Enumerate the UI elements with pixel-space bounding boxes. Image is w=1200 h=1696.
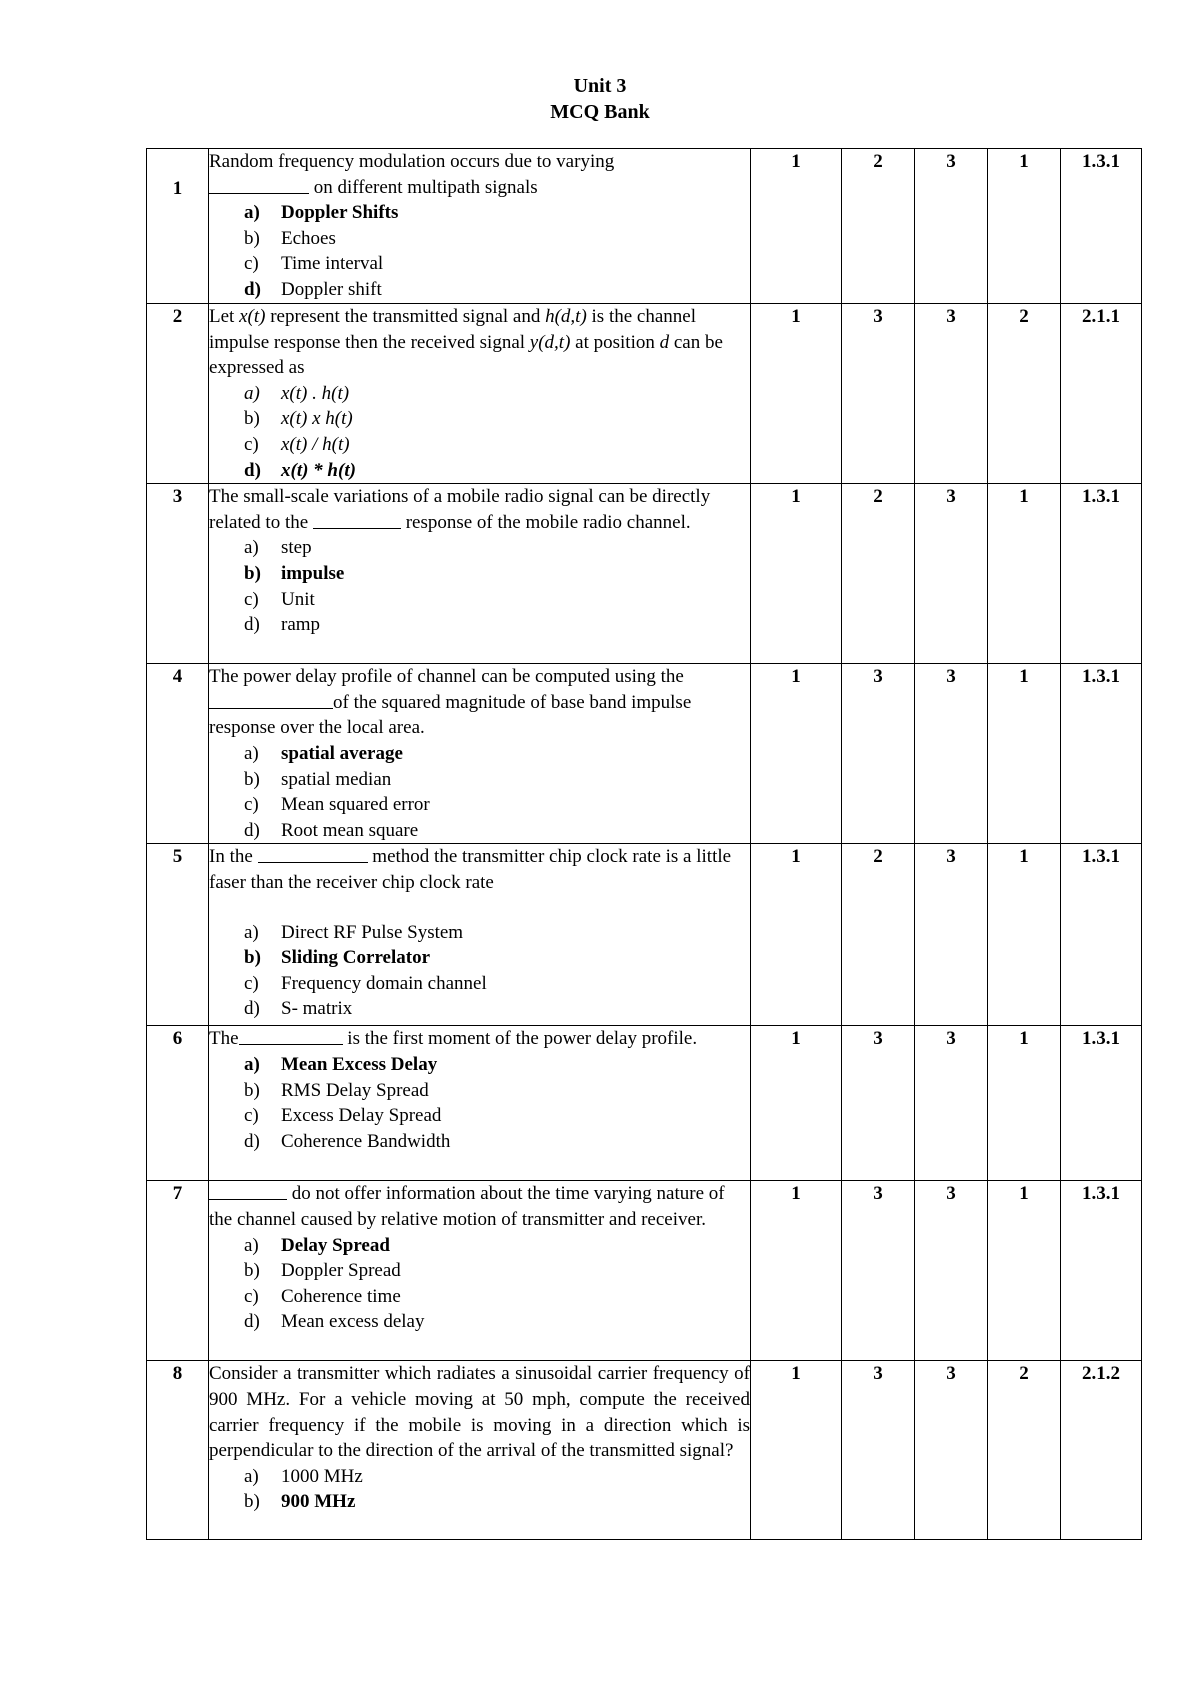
mark-cell: 1 xyxy=(988,149,1061,304)
option-text: x(t) * h(t) xyxy=(281,459,356,481)
stem-text: is the first moment of the power delay profile. xyxy=(342,1028,698,1050)
option-item xyxy=(209,1103,750,1129)
mark-cell: 1 xyxy=(751,664,842,844)
option-label: c) xyxy=(244,972,259,994)
stem-text: can be expressed as xyxy=(209,331,723,379)
option-text: spatial average xyxy=(281,742,403,764)
question-stem xyxy=(209,1026,750,1052)
option-label: d) xyxy=(244,1311,260,1333)
option-text: Mean squared error xyxy=(281,794,430,816)
mark-cell: 1 xyxy=(988,664,1061,844)
question-stem xyxy=(209,1181,750,1232)
stem-text: Let xyxy=(209,306,240,327)
mark-cell: 1 xyxy=(988,1026,1061,1181)
option-label: a) xyxy=(244,742,259,764)
option-text: 1000 MHz xyxy=(281,1465,363,1487)
option-text: step xyxy=(281,537,312,559)
outcome-cell: 1.3.1 xyxy=(1061,1181,1142,1361)
mark-cell: 2 xyxy=(842,149,915,304)
option-item xyxy=(209,535,750,561)
option-item xyxy=(209,458,750,484)
mark-cell: 1 xyxy=(751,149,842,304)
question-number-text: 4 xyxy=(172,666,183,688)
outcome-cell: 1.3.1 xyxy=(1061,664,1142,844)
page-title: Unit 3 xyxy=(573,75,627,97)
question-number xyxy=(147,1026,209,1181)
stem-variable: x(t) xyxy=(239,306,266,327)
option-text: Unit xyxy=(281,588,315,610)
question-stem xyxy=(209,844,750,895)
option-text: x(t) . h(t) xyxy=(281,382,350,404)
question-stem xyxy=(209,664,750,741)
stem-text: at position xyxy=(570,331,660,353)
option-item xyxy=(209,1464,750,1490)
option-item xyxy=(209,406,750,432)
option-item xyxy=(209,1284,750,1310)
stem-text: The xyxy=(209,1028,239,1050)
outcome-cell: 2.1.2 xyxy=(1061,1361,1142,1540)
question-cell xyxy=(209,664,751,844)
option-text: 900 MHz xyxy=(281,1491,356,1513)
option-label: a) xyxy=(244,202,260,224)
option-label: c) xyxy=(244,1285,259,1307)
option-text: x(t) / h(t) xyxy=(281,433,350,455)
option-item xyxy=(209,818,750,844)
option-text: Frequency domain channel xyxy=(281,972,487,994)
option-text: Coherence time xyxy=(281,1285,401,1307)
question-number xyxy=(147,149,209,304)
fill-blank xyxy=(209,690,333,709)
question-cell xyxy=(209,304,751,484)
option-label: d) xyxy=(244,819,260,841)
option-label: b) xyxy=(244,768,260,790)
option-label: a) xyxy=(244,1234,259,1256)
option-text: Mean Excess Delay xyxy=(281,1053,438,1075)
option-item xyxy=(209,920,750,946)
option-text: Doppler Shifts xyxy=(281,202,399,224)
question-cell xyxy=(209,1361,751,1540)
option-item xyxy=(209,251,750,277)
option-label: b) xyxy=(244,1079,260,1101)
option-item xyxy=(209,1052,750,1078)
mark-cell: 1 xyxy=(751,1361,842,1540)
mark-cell: 1 xyxy=(988,484,1061,664)
question-number xyxy=(147,304,209,484)
outcome-cell: 1.3.1 xyxy=(1061,1026,1142,1181)
stem-variable: h(d,t) xyxy=(545,306,587,327)
question-row xyxy=(147,844,1142,1026)
option-item xyxy=(209,945,750,971)
option-label: d) xyxy=(244,278,261,300)
option-item xyxy=(209,1129,750,1155)
mark-cell: 1 xyxy=(988,1181,1061,1361)
question-number-text: 1 xyxy=(172,178,183,199)
option-item xyxy=(209,381,750,407)
option-item xyxy=(209,226,750,252)
mark-cell: 3 xyxy=(915,1181,988,1361)
stem-text: In the xyxy=(209,846,253,868)
option-item xyxy=(209,996,750,1022)
option-item xyxy=(209,767,750,793)
option-text: Delay Spread xyxy=(281,1234,390,1256)
stem-text: of the squared magnitude of base band impulse response over the local area. xyxy=(209,691,692,739)
question-stem xyxy=(209,484,750,535)
option-text: Echoes xyxy=(281,227,336,249)
option-item xyxy=(209,277,750,303)
option-text: Mean excess delay xyxy=(281,1311,425,1333)
option-item xyxy=(209,1489,750,1515)
question-number xyxy=(147,1181,209,1361)
stem-text: is the channel impulse response then the received signal xyxy=(209,306,696,353)
question-row xyxy=(147,1361,1142,1540)
option-item xyxy=(209,1309,750,1335)
question-stem xyxy=(209,304,750,381)
option-text: Doppler Spread xyxy=(281,1260,401,1282)
question-row xyxy=(147,1026,1142,1181)
option-text: Excess Delay Spread xyxy=(281,1105,442,1127)
outcome-cell: 1.3.1 xyxy=(1061,149,1142,304)
option-label: a) xyxy=(244,921,259,943)
option-item xyxy=(209,561,750,587)
option-label: b) xyxy=(244,947,261,969)
mark-cell: 1 xyxy=(751,844,842,1026)
option-item xyxy=(209,612,750,638)
option-item xyxy=(209,200,750,226)
fill-blank xyxy=(258,844,368,863)
option-label: c) xyxy=(244,588,259,610)
question-number-text: 6 xyxy=(172,1028,183,1050)
mark-cell: 1 xyxy=(751,1181,842,1361)
option-label: b) xyxy=(244,1260,260,1282)
option-label: a) xyxy=(244,1465,259,1487)
stem-variable: y(d,t) xyxy=(529,331,571,353)
option-label: a) xyxy=(244,537,259,559)
option-label: a) xyxy=(244,382,260,404)
mark-cell: 3 xyxy=(842,664,915,844)
outcome-cell: 1.3.1 xyxy=(1061,484,1142,664)
mark-cell: 3 xyxy=(915,1361,988,1540)
fill-blank xyxy=(239,1026,343,1045)
option-text: Direct RF Pulse System xyxy=(281,921,464,943)
fill-blank xyxy=(209,1181,287,1200)
option-label: b) xyxy=(244,562,261,584)
question-cell xyxy=(209,484,751,664)
option-text: Root mean square xyxy=(281,819,419,841)
stem-text: response of the mobile radio channel. xyxy=(400,511,691,533)
question-row xyxy=(147,484,1142,664)
option-label: b) xyxy=(244,408,260,430)
mark-cell: 2 xyxy=(842,484,915,664)
mark-cell: 1 xyxy=(751,484,842,664)
question-row xyxy=(147,1181,1142,1361)
question-number-text: 7 xyxy=(172,1183,183,1205)
option-item xyxy=(209,741,750,767)
question-cell xyxy=(209,149,751,304)
option-item xyxy=(209,1078,750,1104)
mark-cell: 3 xyxy=(842,1361,915,1540)
mark-cell: 1 xyxy=(751,304,842,484)
stem-text: The small-scale variations of a mobile radio signal can be directly related to the xyxy=(209,486,711,533)
option-label: c) xyxy=(244,1105,259,1127)
option-label: c) xyxy=(244,253,259,275)
stem-variable: d xyxy=(659,331,670,353)
option-label: d) xyxy=(244,459,261,481)
option-label: c) xyxy=(244,433,259,455)
mark-cell: 3 xyxy=(915,1026,988,1181)
option-label: c) xyxy=(244,794,259,816)
option-text: spatial median xyxy=(281,768,392,790)
mark-cell: 3 xyxy=(842,1026,915,1181)
option-text: Doppler shift xyxy=(281,278,382,300)
question-number xyxy=(147,484,209,664)
mark-cell: 3 xyxy=(915,484,988,664)
fill-blank xyxy=(209,175,309,194)
question-number xyxy=(147,664,209,844)
mcq-table xyxy=(146,148,1142,1540)
option-item xyxy=(209,587,750,613)
option-text: impulse xyxy=(281,562,345,584)
question-cell xyxy=(209,1026,751,1181)
mark-cell: 2 xyxy=(988,1361,1061,1540)
option-text: Coherence Bandwidth xyxy=(281,1130,451,1152)
option-item xyxy=(209,1233,750,1259)
outcome-cell: 2.1.1 xyxy=(1061,304,1142,484)
question-number-text: 8 xyxy=(172,1363,183,1385)
outcome-cell: 1.3.1 xyxy=(1061,844,1142,1026)
option-text: S- matrix xyxy=(281,998,353,1020)
option-label: a) xyxy=(244,1053,260,1075)
stem-text: on different multipath signals xyxy=(309,176,538,198)
question-row xyxy=(147,149,1142,304)
option-item xyxy=(209,971,750,997)
mark-cell: 3 xyxy=(915,304,988,484)
option-text: RMS Delay Spread xyxy=(281,1079,429,1101)
mark-cell: 1 xyxy=(751,1026,842,1181)
question-cell xyxy=(209,1181,751,1361)
mark-cell: 2 xyxy=(988,304,1061,484)
question-stem xyxy=(209,149,750,200)
fill-blank xyxy=(313,510,401,529)
question-row xyxy=(147,304,1142,484)
mark-cell: 3 xyxy=(842,1181,915,1361)
question-stem: Consider a transmitter which radiates a sinusoidal carrier frequency of 900 MHz. For a vehicle moving at 50 mph, compute the received carrier frequency if the mobile is moving in a direction which is perpendicular to the direction of the arrival of the transmitted signal? xyxy=(209,1363,750,1462)
question-number xyxy=(147,1361,209,1540)
question-number-text: 5 xyxy=(172,846,183,868)
option-text: ramp xyxy=(281,614,321,636)
question-number-text: 3 xyxy=(172,486,183,508)
option-text: Sliding Correlator xyxy=(281,947,431,969)
option-item xyxy=(209,432,750,458)
option-label: d) xyxy=(244,1130,260,1152)
option-label: d) xyxy=(244,998,260,1020)
option-item xyxy=(209,792,750,818)
stem-text: Random frequency modulation occurs due to varying xyxy=(209,151,615,172)
question-row xyxy=(147,664,1142,844)
stem-text: The power delay profile of channel can be computed using the xyxy=(209,666,684,688)
option-label: b) xyxy=(244,1491,260,1513)
mark-cell: 3 xyxy=(915,664,988,844)
question-number-text: 2 xyxy=(172,306,183,327)
stem-text: method the transmitter chip clock rate is a little faser than the receiver chip clock rate xyxy=(209,846,732,893)
page-subtitle: MCQ Bank xyxy=(550,101,650,123)
stem-text: represent the transmitted signal and xyxy=(265,306,546,327)
stem-text: do not offer information about the time varying nature of the channel caused by relative motion of transmitter and receiver. xyxy=(209,1183,725,1230)
option-item xyxy=(209,1258,750,1284)
option-text: x(t) x h(t) xyxy=(281,408,353,430)
option-text: Time interval xyxy=(281,253,384,275)
mark-cell: 1 xyxy=(988,844,1061,1026)
mark-cell: 3 xyxy=(842,304,915,484)
mark-cell: 3 xyxy=(915,149,988,304)
option-label: d) xyxy=(244,614,260,636)
mark-cell: 2 xyxy=(842,844,915,1026)
mark-cell: 3 xyxy=(915,844,988,1026)
option-label: b) xyxy=(244,227,260,249)
question-number xyxy=(147,844,209,1026)
question-cell xyxy=(209,844,751,1026)
